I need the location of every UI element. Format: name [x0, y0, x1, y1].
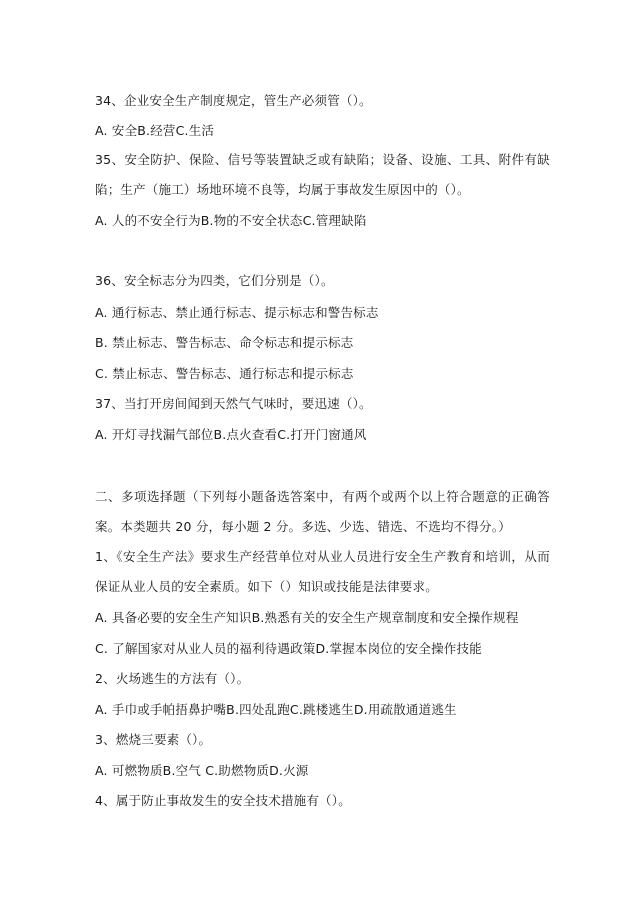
question-35-options: A. 人的不安全行为B.物的不安全状态C.管理缺陷: [95, 213, 367, 228]
multi-question-2-options: A. 手巾或手帕捂鼻护嘴B.四处乱跑C.跳楼逃生D.用疏散通道逃生: [95, 702, 457, 717]
multi-question-3-stem: 3、燃烧三要素（）。: [95, 732, 212, 747]
question-36-option-b: B. 禁止标志、警告标志、命令标志和提示标志: [95, 335, 354, 350]
multi-question-3-options: A. 可燃物质B.空气 C.助燃物质D.火源: [95, 763, 309, 778]
multi-question-1-options-ab: A. 具备必要的安全生产知识B.熟悉有关的安全生产规章制度和安全操作规程: [95, 610, 519, 625]
question-36-option-a: A. 通行标志、禁止通行标志、提示标志和警告标志: [95, 305, 379, 320]
question-35-stem: 35、安全防护、保险、信号等装置缺乏或有缺陷；设备、设施、工具、附件有缺陷；生产（施工）场地环境不良等，均属于事故发生原因中的（）。: [95, 152, 550, 197]
section-2-heading: 二、多项选择题（下列每小题备选答案中，有两个或两个以上符合题意的正确答案。本类题共 20 分，每小题 2 分。多选、少选、错选、不选均不得分。）: [95, 489, 550, 534]
question-37-stem: 37、当打开房间闻到天然气气味时，要迅速（）。: [95, 396, 372, 411]
multi-question-1-stem: 1、《安全生产法》要求生产经营单位对从业人员进行安全生产教育和培训，从而保证从业人员的安全素质。如下（）知识或技能是法律要求。: [95, 549, 550, 594]
question-34-options: A. 安全B.经营C.生活: [95, 123, 215, 138]
multi-question-4-stem: 4、属于防止事故发生的安全技术措施有（）。: [95, 793, 351, 808]
multi-question-2-stem: 2、火场逃生的方法有（）。: [95, 671, 250, 686]
multi-question-1-options-cd: C. 了解国家对从业人员的福利待遇政策D.掌握本岗位的安全操作技能: [95, 641, 482, 656]
question-36-stem: 36、安全标志分为四类，它们分别是（）。: [95, 273, 334, 288]
question-37-options: A. 开灯寻找漏气部位B.点火查看C.打开门窗通风: [95, 427, 367, 442]
question-36-option-c: C. 禁止标志、警告标志、通行标志和提示标志: [95, 366, 354, 381]
question-34-stem: 34、企业安全生产制度规定，管生产必须管（）。: [95, 93, 372, 108]
